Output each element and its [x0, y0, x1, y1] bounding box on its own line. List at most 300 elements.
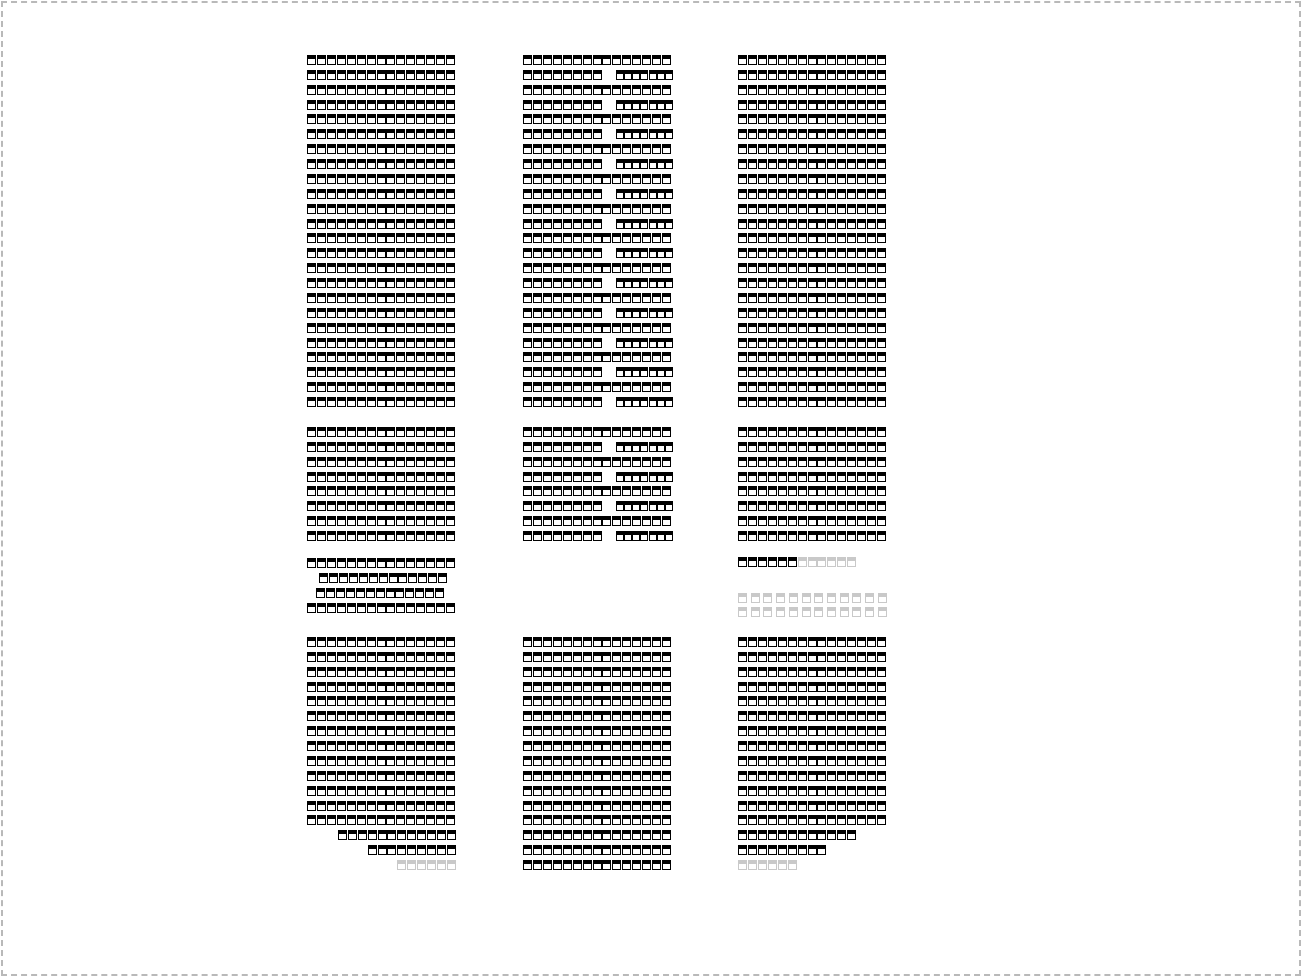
seat[interactable]: [768, 219, 777, 229]
seat[interactable]: [416, 263, 425, 273]
seat[interactable]: [817, 457, 826, 467]
seat[interactable]: [758, 114, 767, 124]
seat[interactable]: [347, 382, 356, 392]
seat[interactable]: [657, 248, 665, 258]
seat[interactable]: [543, 830, 552, 840]
seat[interactable]: [583, 786, 592, 796]
seat[interactable]: [798, 771, 807, 781]
seat[interactable]: [616, 531, 624, 541]
seat[interactable]: [768, 144, 777, 154]
seat[interactable]: [347, 219, 356, 229]
seat[interactable]: [307, 486, 316, 496]
seat[interactable]: [602, 233, 611, 243]
seat[interactable]: [553, 263, 562, 273]
seat[interactable]: [657, 472, 665, 482]
seat[interactable]: [768, 100, 777, 110]
seat[interactable]: [817, 696, 826, 706]
seat[interactable]: [417, 830, 426, 840]
seat[interactable]: [425, 588, 434, 598]
seat[interactable]: [827, 278, 836, 288]
seat[interactable]: [543, 219, 552, 229]
seat[interactable]: [573, 726, 582, 736]
seat[interactable]: [533, 652, 542, 662]
seat[interactable]: [817, 219, 826, 229]
seat[interactable]: [426, 457, 435, 467]
seat[interactable]: [386, 70, 395, 80]
seat[interactable]: [748, 352, 757, 362]
seat[interactable]: [553, 667, 562, 677]
seat[interactable]: [817, 472, 826, 482]
seat[interactable]: [616, 248, 624, 258]
seat[interactable]: [768, 338, 777, 348]
seat[interactable]: [748, 204, 757, 214]
seat[interactable]: [426, 382, 435, 392]
seat[interactable]: [857, 815, 866, 825]
seat[interactable]: [396, 682, 405, 692]
seat[interactable]: [327, 382, 336, 392]
seat[interactable]: [748, 726, 757, 736]
seat[interactable]: [533, 786, 542, 796]
seat[interactable]: [738, 352, 747, 362]
seat[interactable]: [877, 293, 886, 303]
seat[interactable]: [367, 786, 376, 796]
seat[interactable]: [778, 323, 787, 333]
seat[interactable]: [426, 711, 435, 721]
seat[interactable]: [447, 845, 456, 855]
seat[interactable]: [583, 233, 592, 243]
seat[interactable]: [317, 248, 326, 258]
seat[interactable]: [406, 815, 415, 825]
seat[interactable]: [642, 652, 651, 662]
seat[interactable]: [602, 696, 611, 706]
seat[interactable]: [583, 159, 592, 169]
seat[interactable]: [748, 711, 757, 721]
seat[interactable]: [837, 516, 846, 526]
seat[interactable]: [612, 652, 621, 662]
seat[interactable]: [788, 531, 797, 541]
seat[interactable]: [788, 427, 797, 437]
seat[interactable]: [533, 70, 542, 80]
seat[interactable]: [337, 726, 346, 736]
seat[interactable]: [808, 248, 817, 258]
seat[interactable]: [877, 367, 886, 377]
seat[interactable]: [758, 726, 767, 736]
seat[interactable]: [622, 741, 631, 751]
seat[interactable]: [426, 129, 435, 139]
seat[interactable]: [347, 144, 356, 154]
seat[interactable]: [553, 338, 562, 348]
seat[interactable]: [817, 293, 826, 303]
seat[interactable]: [837, 457, 846, 467]
seat[interactable]: [748, 741, 757, 751]
seat[interactable]: [327, 682, 336, 692]
seat[interactable]: [662, 114, 671, 124]
seat[interactable]: [337, 531, 346, 541]
seat[interactable]: [768, 85, 777, 95]
seat[interactable]: [602, 144, 611, 154]
seat[interactable]: [612, 845, 621, 855]
seat[interactable]: [738, 427, 747, 437]
seat[interactable]: [563, 711, 572, 721]
seat[interactable]: [406, 531, 415, 541]
seat[interactable]: [543, 696, 552, 706]
seat[interactable]: [573, 756, 582, 766]
seat[interactable]: [583, 293, 592, 303]
seat[interactable]: [406, 189, 415, 199]
seat[interactable]: [632, 278, 640, 288]
seat[interactable]: [642, 696, 651, 706]
seat[interactable]: [857, 741, 866, 751]
seat[interactable]: [827, 159, 836, 169]
seat[interactable]: [847, 189, 856, 199]
seat[interactable]: [386, 174, 395, 184]
seat[interactable]: [857, 233, 866, 243]
seat[interactable]: [738, 308, 747, 318]
seat[interactable]: [642, 204, 651, 214]
seat[interactable]: [817, 367, 826, 377]
seat[interactable]: [867, 174, 876, 184]
seat[interactable]: [758, 830, 767, 840]
seat[interactable]: [406, 144, 415, 154]
seat[interactable]: [652, 830, 661, 840]
seat[interactable]: [583, 263, 592, 273]
seat[interactable]: [624, 219, 632, 229]
seat[interactable]: [446, 741, 455, 751]
seat[interactable]: [748, 801, 757, 811]
seat[interactable]: [553, 367, 562, 377]
seat[interactable]: [386, 771, 395, 781]
seat[interactable]: [428, 573, 437, 583]
seat[interactable]: [533, 457, 542, 467]
seat[interactable]: [622, 144, 631, 154]
seat[interactable]: [877, 652, 886, 662]
seat[interactable]: [778, 756, 787, 766]
seat[interactable]: [788, 129, 797, 139]
seat[interactable]: [662, 144, 671, 154]
seat[interactable]: [602, 741, 611, 751]
seat[interactable]: [543, 682, 552, 692]
seat[interactable]: [533, 801, 542, 811]
seat[interactable]: [632, 786, 641, 796]
seat[interactable]: [877, 85, 886, 95]
seat[interactable]: [416, 726, 425, 736]
seat[interactable]: [748, 382, 757, 392]
seat[interactable]: [602, 667, 611, 677]
seat[interactable]: [632, 248, 640, 258]
seat[interactable]: [436, 338, 445, 348]
seat[interactable]: [533, 189, 542, 199]
seat[interactable]: [317, 696, 326, 706]
seat[interactable]: [837, 144, 846, 154]
seat[interactable]: [406, 516, 415, 526]
seat[interactable]: [877, 308, 886, 318]
seat[interactable]: [612, 711, 621, 721]
seat[interactable]: [624, 278, 632, 288]
seat[interactable]: [827, 100, 836, 110]
seat[interactable]: [612, 85, 621, 95]
seat[interactable]: [416, 382, 425, 392]
seat[interactable]: [837, 114, 846, 124]
seat[interactable]: [657, 100, 665, 110]
seat[interactable]: [788, 801, 797, 811]
seat[interactable]: [329, 573, 338, 583]
seat[interactable]: [367, 114, 376, 124]
seat[interactable]: [837, 100, 846, 110]
seat[interactable]: [377, 204, 386, 214]
seat[interactable]: [396, 726, 405, 736]
seat[interactable]: [867, 100, 876, 110]
seat[interactable]: [612, 323, 621, 333]
seat[interactable]: [543, 860, 552, 870]
seat[interactable]: [808, 352, 817, 362]
seat[interactable]: [758, 711, 767, 721]
seat[interactable]: [867, 204, 876, 214]
seat[interactable]: [665, 219, 673, 229]
seat[interactable]: [798, 531, 807, 541]
seat[interactable]: [446, 637, 455, 647]
seat[interactable]: [377, 516, 386, 526]
seat[interactable]: [857, 457, 866, 467]
seat[interactable]: [377, 55, 386, 65]
seat[interactable]: [347, 637, 356, 647]
seat[interactable]: [778, 472, 787, 482]
seat[interactable]: [418, 573, 427, 583]
seat[interactable]: [436, 219, 445, 229]
seat[interactable]: [624, 472, 632, 482]
seat[interactable]: [738, 726, 747, 736]
seat[interactable]: [543, 815, 552, 825]
seat[interactable]: [788, 174, 797, 184]
seat[interactable]: [808, 85, 817, 95]
seat[interactable]: [748, 652, 757, 662]
seat[interactable]: [798, 174, 807, 184]
seat[interactable]: [523, 711, 532, 721]
seat[interactable]: [665, 129, 673, 139]
seat[interactable]: [593, 682, 602, 692]
seat[interactable]: [347, 726, 356, 736]
seat[interactable]: [877, 219, 886, 229]
seat[interactable]: [573, 696, 582, 706]
seat[interactable]: [543, 711, 552, 721]
seat[interactable]: [583, 174, 592, 184]
seat[interactable]: [798, 427, 807, 437]
seat[interactable]: [563, 397, 572, 407]
seat[interactable]: [533, 682, 542, 692]
seat[interactable]: [748, 457, 757, 467]
seat[interactable]: [652, 323, 661, 333]
seat[interactable]: [817, 114, 826, 124]
seat[interactable]: [593, 144, 602, 154]
seat[interactable]: [837, 442, 846, 452]
seat[interactable]: [327, 144, 336, 154]
seat[interactable]: [788, 219, 797, 229]
seat[interactable]: [327, 516, 336, 526]
seat[interactable]: [426, 233, 435, 243]
seat[interactable]: [877, 711, 886, 721]
seat[interactable]: [649, 189, 657, 199]
seat[interactable]: [662, 174, 671, 184]
seat[interactable]: [877, 263, 886, 273]
seat[interactable]: [837, 397, 846, 407]
seat[interactable]: [377, 756, 386, 766]
seat[interactable]: [616, 219, 624, 229]
seat[interactable]: [652, 516, 661, 526]
seat[interactable]: [386, 129, 395, 139]
seat[interactable]: [817, 204, 826, 214]
seat[interactable]: [553, 472, 562, 482]
seat[interactable]: [837, 338, 846, 348]
seat[interactable]: [847, 696, 856, 706]
seat[interactable]: [662, 204, 671, 214]
seat[interactable]: [622, 85, 631, 95]
seat[interactable]: [857, 55, 866, 65]
seat[interactable]: [748, 308, 757, 318]
seat[interactable]: [573, 114, 582, 124]
seat[interactable]: [758, 531, 767, 541]
seat[interactable]: [583, 501, 592, 511]
seat[interactable]: [533, 696, 542, 706]
seat[interactable]: [337, 486, 346, 496]
seat[interactable]: [396, 293, 405, 303]
seat[interactable]: [847, 771, 856, 781]
seat[interactable]: [523, 531, 532, 541]
seat[interactable]: [768, 278, 777, 288]
seat[interactable]: [396, 144, 405, 154]
seat[interactable]: [337, 114, 346, 124]
seat[interactable]: [337, 219, 346, 229]
seat[interactable]: [446, 55, 455, 65]
seat[interactable]: [837, 830, 846, 840]
seat[interactable]: [662, 323, 671, 333]
seat[interactable]: [748, 637, 757, 647]
seat[interactable]: [612, 741, 621, 751]
seat[interactable]: [622, 667, 631, 677]
seat[interactable]: [798, 338, 807, 348]
seat[interactable]: [877, 204, 886, 214]
seat[interactable]: [573, 204, 582, 214]
seat[interactable]: [426, 501, 435, 511]
seat[interactable]: [768, 531, 777, 541]
seat[interactable]: [543, 55, 552, 65]
seat[interactable]: [642, 263, 651, 273]
seat[interactable]: [748, 501, 757, 511]
seat[interactable]: [533, 55, 542, 65]
seat[interactable]: [416, 55, 425, 65]
seat[interactable]: [622, 786, 631, 796]
seat[interactable]: [533, 516, 542, 526]
seat[interactable]: [386, 711, 395, 721]
seat[interactable]: [396, 352, 405, 362]
seat[interactable]: [406, 637, 415, 647]
seat[interactable]: [533, 845, 542, 855]
seat[interactable]: [386, 323, 395, 333]
seat[interactable]: [386, 442, 395, 452]
seat[interactable]: [657, 397, 665, 407]
seat[interactable]: [416, 486, 425, 496]
seat[interactable]: [649, 442, 657, 452]
seat[interactable]: [808, 189, 817, 199]
seat[interactable]: [573, 397, 582, 407]
seat[interactable]: [877, 801, 886, 811]
seat[interactable]: [523, 771, 532, 781]
seat[interactable]: [768, 233, 777, 243]
seat[interactable]: [416, 323, 425, 333]
seat[interactable]: [437, 845, 446, 855]
seat[interactable]: [406, 233, 415, 243]
seat[interactable]: [593, 248, 602, 258]
seat[interactable]: [386, 189, 395, 199]
seat[interactable]: [573, 427, 582, 437]
seat[interactable]: [327, 323, 336, 333]
seat[interactable]: [327, 801, 336, 811]
seat[interactable]: [612, 144, 621, 154]
seat[interactable]: [827, 114, 836, 124]
seat[interactable]: [837, 293, 846, 303]
seat[interactable]: [867, 756, 876, 766]
seat[interactable]: [573, 144, 582, 154]
seat[interactable]: [367, 472, 376, 482]
seat[interactable]: [652, 786, 661, 796]
seat[interactable]: [446, 174, 455, 184]
seat[interactable]: [446, 352, 455, 362]
seat[interactable]: [327, 233, 336, 243]
seat[interactable]: [357, 637, 366, 647]
seat[interactable]: [738, 830, 747, 840]
seat[interactable]: [748, 233, 757, 243]
seat[interactable]: [377, 531, 386, 541]
seat[interactable]: [847, 667, 856, 677]
seat[interactable]: [657, 308, 665, 318]
seat[interactable]: [642, 786, 651, 796]
seat[interactable]: [337, 174, 346, 184]
seat[interactable]: [649, 159, 657, 169]
seat[interactable]: [408, 573, 417, 583]
seat[interactable]: [798, 472, 807, 482]
seat[interactable]: [377, 427, 386, 437]
seat[interactable]: [426, 55, 435, 65]
seat[interactable]: [857, 293, 866, 303]
seat[interactable]: [573, 682, 582, 692]
seat[interactable]: [367, 174, 376, 184]
seat[interactable]: [583, 219, 592, 229]
seat[interactable]: [612, 667, 621, 677]
seat[interactable]: [563, 442, 572, 452]
seat[interactable]: [367, 442, 376, 452]
seat[interactable]: [358, 830, 367, 840]
seat[interactable]: [593, 516, 602, 526]
seat[interactable]: [436, 233, 445, 243]
seat[interactable]: [317, 233, 326, 243]
seat[interactable]: [758, 219, 767, 229]
seat[interactable]: [837, 129, 846, 139]
seat[interactable]: [837, 233, 846, 243]
seat[interactable]: [877, 726, 886, 736]
seat[interactable]: [632, 174, 641, 184]
seat[interactable]: [738, 711, 747, 721]
seat[interactable]: [738, 667, 747, 677]
seat[interactable]: [640, 338, 648, 348]
seat[interactable]: [349, 573, 358, 583]
seat[interactable]: [642, 144, 651, 154]
seat[interactable]: [642, 711, 651, 721]
seat[interactable]: [446, 382, 455, 392]
seat[interactable]: [788, 367, 797, 377]
seat[interactable]: [543, 845, 552, 855]
seat[interactable]: [817, 189, 826, 199]
seat[interactable]: [798, 696, 807, 706]
seat[interactable]: [837, 382, 846, 392]
seat[interactable]: [857, 786, 866, 796]
